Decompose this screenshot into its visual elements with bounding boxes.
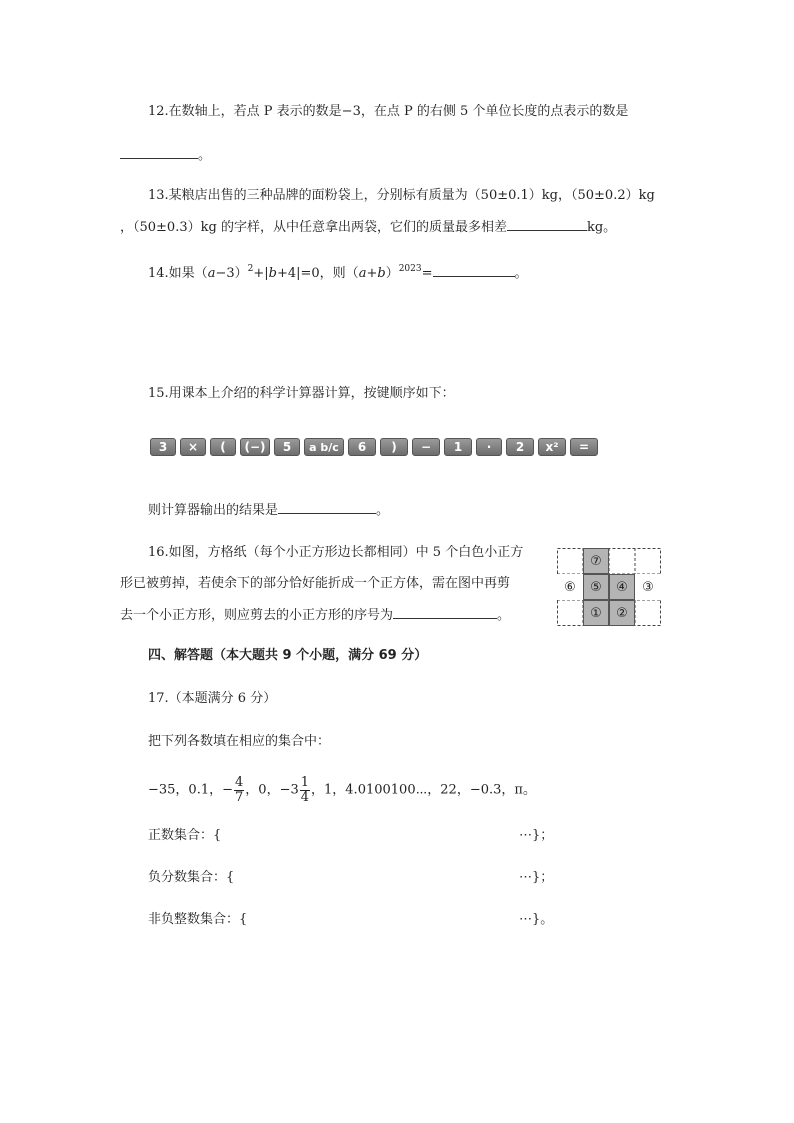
- key-6: 6: [348, 438, 376, 456]
- set-negative-fraction: 负分数集合：{: [148, 870, 235, 885]
- key-fraction-label: a b/c: [309, 440, 339, 454]
- question-12-answer: 。: [120, 145, 211, 166]
- question-16-line3: 去一个小正方形，则应剪去的小正方形的序号为 。: [120, 605, 510, 626]
- q15-blank[interactable]: [278, 500, 376, 514]
- set-nonnegative-integer-end: ⋯}。: [519, 912, 554, 927]
- question-15: 15.用课本上介绍的科学计算器计算，按键顺序如下：: [148, 386, 455, 401]
- question-17-instruction: 把下列各数填在相应的集合中：: [148, 734, 331, 749]
- key-1: 1: [444, 438, 472, 456]
- grid-cell-2: ②: [609, 600, 635, 626]
- question-17-numbers: −35，0.1，− $\frac{4}{7}$ ，0，−3 $\frac{1}{4}$ ，1，4.0100100⋯，22，−0.3，π。: [148, 775, 536, 805]
- question-16-line1: 16.如图，方格纸（每个小正方形边长都相同）中 5 个白色小正方: [148, 545, 524, 560]
- key-decimal: ·: [476, 438, 502, 456]
- key-2: 2: [506, 438, 534, 456]
- grid-cell-7: ⑦: [583, 548, 609, 574]
- set-nonnegative-integer: 非负整数集合：{: [148, 912, 248, 927]
- q13-blank[interactable]: [507, 217, 587, 231]
- grid-cell-6: ⑥: [557, 574, 583, 600]
- grid-cell-3: ③: [635, 574, 661, 600]
- question-17-title: 17.（本题满分 6 分）: [148, 691, 277, 706]
- section-heading: 四、解答题（本大题共 9 个小题，满分 69 分）: [148, 648, 428, 663]
- fraction-1-4: $\frac{1}{4}$: [300, 775, 310, 805]
- key-equals: =: [570, 438, 598, 456]
- grid-cell-4: ④: [609, 574, 635, 600]
- key-3: 3: [150, 438, 176, 456]
- key-fraction: [304, 438, 344, 456]
- question-13-line1: 13.某粮店出售的三种品牌的面粉袋上，分别标有质量为（50±0.1）kg，（50±0.2）kg: [148, 188, 655, 203]
- key-negative: (−): [240, 438, 270, 456]
- question-16-line2: 形已被剪掉，若使余下的部分恰好能折成一个正方体，需在图中再剪: [120, 576, 511, 591]
- set-positive-end: ⋯}；: [519, 828, 554, 843]
- question-15-answer: 则计算器输出的结果是 。: [148, 500, 389, 521]
- grid-cell-5: ⑤: [583, 574, 609, 600]
- set-positive: 正数集合：{: [148, 828, 222, 843]
- key-multiply: ×: [180, 438, 206, 456]
- fraction-4-7: $\frac{4}{7}$: [235, 775, 244, 805]
- key-minus: −: [412, 438, 440, 456]
- square-grid-figure: [557, 548, 661, 626]
- grid-cell-1: ①: [583, 600, 609, 626]
- calculator-key-sequence: [150, 438, 598, 456]
- key-close-paren: ): [380, 438, 408, 456]
- q12-blank[interactable]: [120, 145, 198, 159]
- q14-blank[interactable]: [433, 263, 515, 277]
- question-14: 14.如果$(a-3)^2+|b+4|=0$，则$(a+b)^{2023}=$ 。: [148, 264, 528, 281]
- question-13-line2: ，（50±0.3）kg 的字样，从中任意拿出两袋，它们的质量最多相差 kg。: [120, 217, 616, 238]
- key-open-paren: (: [210, 438, 236, 456]
- set-negative-fraction-end: ⋯}；: [519, 870, 554, 885]
- q16-blank[interactable]: [393, 605, 497, 619]
- key-5: 5: [274, 438, 300, 456]
- question-12: [148, 102, 628, 122]
- key-square: x²: [538, 438, 566, 456]
- q12-text: 12.在数轴上，若点 P 表示的数是−3，在点 P 的右侧 5 个单位长度的点表示的数是: [148, 104, 629, 119]
